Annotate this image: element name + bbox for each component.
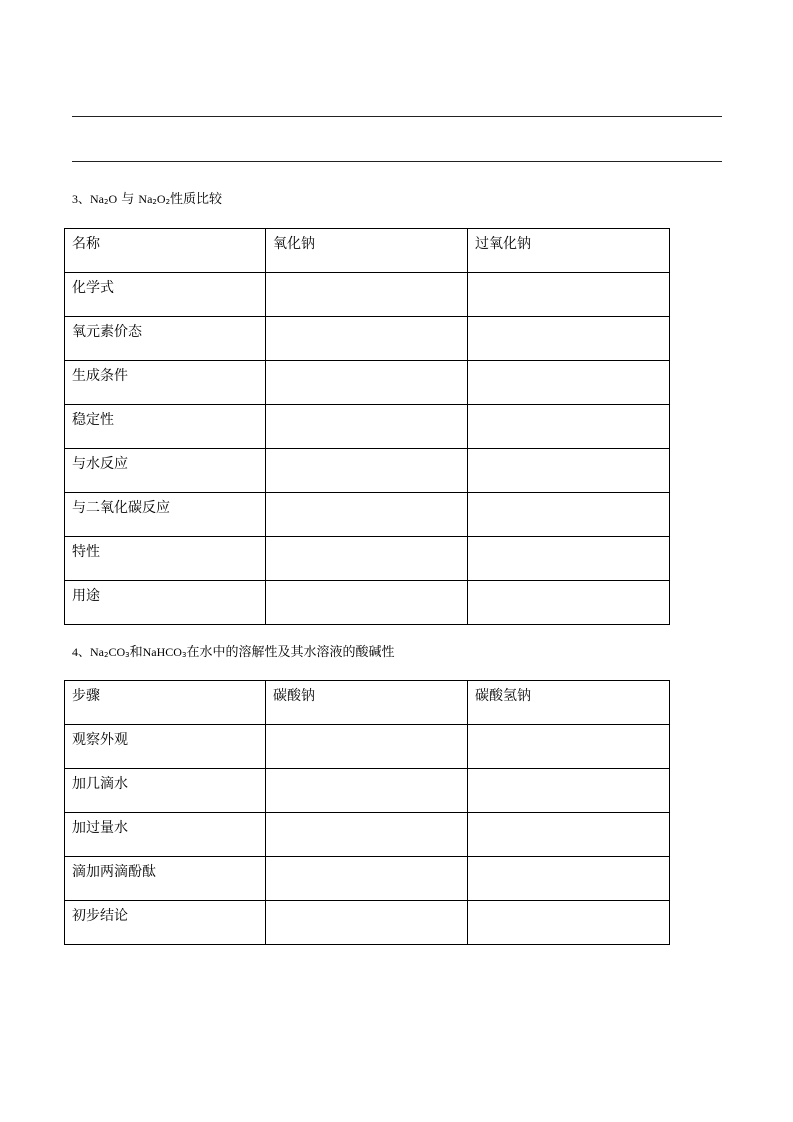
answer-cell[interactable]	[468, 405, 670, 449]
row-label: 稳定性	[65, 405, 266, 449]
row-label: 加过量水	[65, 813, 266, 857]
answer-cell[interactable]	[468, 361, 670, 405]
table-row	[65, 449, 670, 493]
table-header-row	[65, 681, 670, 725]
table-row	[65, 405, 670, 449]
row-label: 特性	[65, 537, 266, 581]
answer-cell[interactable]	[468, 493, 670, 537]
answer-cell[interactable]	[468, 901, 670, 945]
answer-cell[interactable]	[468, 317, 670, 361]
answer-cell[interactable]	[468, 769, 670, 813]
answer-cell[interactable]	[468, 537, 670, 581]
sodium-oxide-comparison-table	[64, 228, 670, 625]
row-label: 滴加两滴酚酞	[65, 857, 266, 901]
table-row	[65, 901, 670, 945]
table-row	[65, 361, 670, 405]
header-cell: 名称	[65, 229, 266, 273]
row-label: 氧元素价态	[65, 317, 266, 361]
answer-cell[interactable]	[468, 857, 670, 901]
answer-cell[interactable]	[266, 901, 468, 945]
header-cell: 步骤	[65, 681, 266, 725]
row-label: 观察外观	[65, 725, 266, 769]
answer-cell[interactable]	[266, 449, 468, 493]
table-row	[65, 813, 670, 857]
answer-cell[interactable]	[468, 813, 670, 857]
header-cell: 过氧化钠	[468, 229, 670, 273]
table-header-row	[65, 229, 670, 273]
row-label: 与水反应	[65, 449, 266, 493]
answer-cell[interactable]	[266, 361, 468, 405]
answer-cell[interactable]	[266, 273, 468, 317]
answer-cell[interactable]	[468, 581, 670, 625]
row-label: 化学式	[65, 273, 266, 317]
row-label: 与二氧化碳反应	[65, 493, 266, 537]
table-row	[65, 317, 670, 361]
answer-cell[interactable]	[468, 449, 670, 493]
section-3-heading: 3、$Na_2O$ 与 $Na_2O_2$性质比较	[72, 192, 223, 207]
answer-cell[interactable]	[266, 493, 468, 537]
table-row	[65, 725, 670, 769]
answer-line-1	[72, 116, 722, 117]
row-label: 生成条件	[65, 361, 266, 405]
answer-cell[interactable]	[266, 813, 468, 857]
answer-cell[interactable]	[266, 725, 468, 769]
answer-line-2	[72, 161, 722, 162]
answer-cell[interactable]	[266, 581, 468, 625]
answer-cell[interactable]	[468, 725, 670, 769]
answer-cell[interactable]	[266, 537, 468, 581]
answer-cell[interactable]	[266, 317, 468, 361]
header-cell: 氧化钠	[266, 229, 468, 273]
table-row	[65, 769, 670, 813]
answer-cell[interactable]	[266, 405, 468, 449]
answer-cell[interactable]	[266, 857, 468, 901]
row-label: 初步结论	[65, 901, 266, 945]
row-label: 用途	[65, 581, 266, 625]
table-row	[65, 857, 670, 901]
table-row	[65, 581, 670, 625]
row-label: 加几滴水	[65, 769, 266, 813]
section-4-heading: 4、$Na_2CO_3$和NaHCO$_3$在水中的溶解性及其水溶液的酸碱性	[72, 645, 395, 660]
table-row	[65, 537, 670, 581]
header-cell: 碳酸钠	[266, 681, 468, 725]
table-row	[65, 273, 670, 317]
header-cell: 碳酸氢钠	[468, 681, 670, 725]
carbonate-experiment-table	[64, 680, 670, 945]
answer-cell[interactable]	[266, 769, 468, 813]
answer-cell[interactable]	[468, 273, 670, 317]
table-row	[65, 493, 670, 537]
